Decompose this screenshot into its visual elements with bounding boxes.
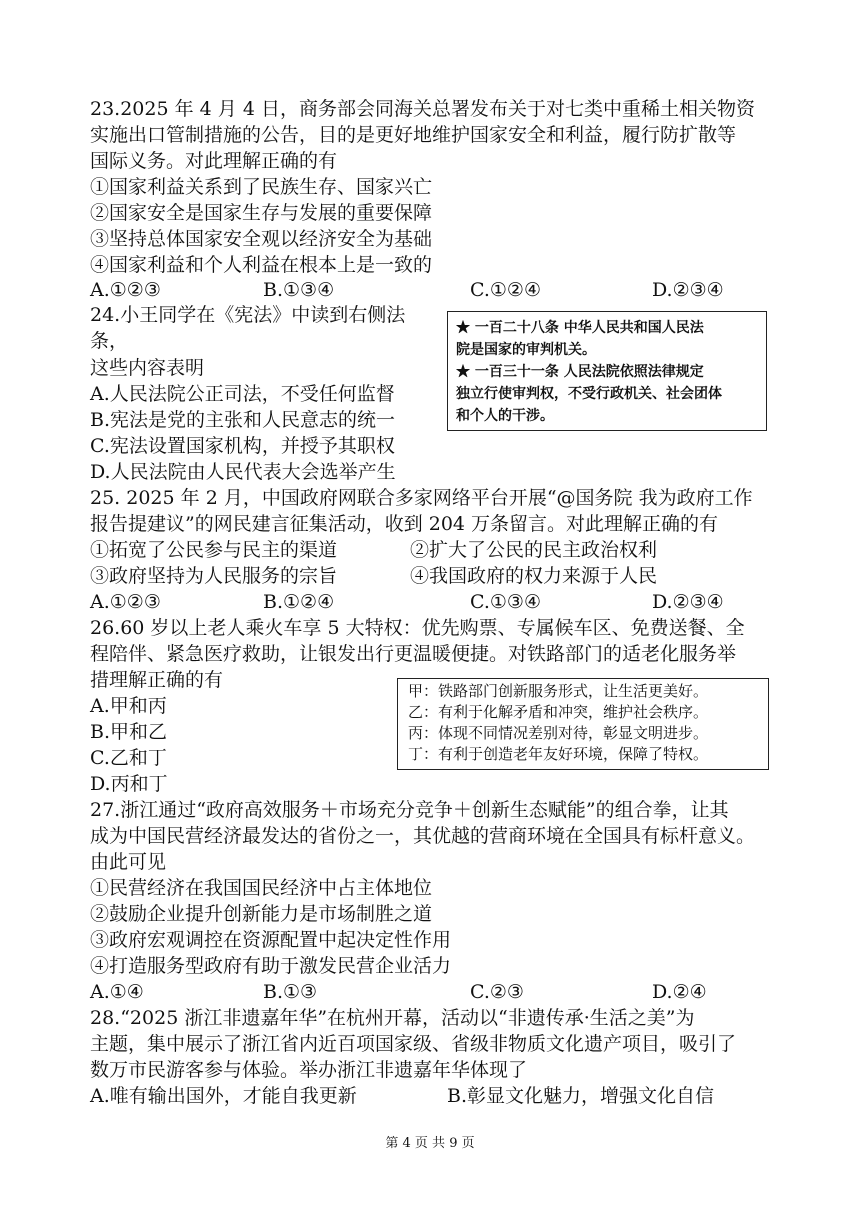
q28-stem-line-1: 28.“2025 浙江非遗嘉年华”在杭州开幕，活动以“非遗传承·生活之美”为 — [90, 1007, 695, 1029]
box2-line-2: 乙：有利于化解矛盾和冲突，维护社会秩序。 — [408, 703, 709, 721]
q27-item-3: ③政府宏观调控在资源配置中起决定性作用 — [90, 929, 452, 951]
q27-option-a: A.①④ — [90, 981, 144, 1003]
q27-option-b: B.①③ — [263, 981, 318, 1003]
q24-option-d: D.人民法院由人民代表大会选举产生 — [90, 461, 396, 483]
q25-item-2: ②扩大了公民的民主政治权利 — [410, 539, 658, 561]
q23-item-2: ②国家安全是国家生存与发展的重要保障 — [90, 202, 433, 224]
q25-option-a: A.①②③ — [90, 591, 161, 613]
q27-stem-line-3: 由此可见 — [90, 851, 167, 873]
statements-box — [397, 678, 769, 770]
q27-option-d: D.②④ — [652, 981, 707, 1003]
q27-item-2: ②鼓励企业提升创新能力是市场制胜之道 — [90, 903, 433, 925]
box1-line-5: 和个人的干涉。 — [456, 408, 554, 424]
box1-line-4: 独立行使审判权，不受行政机关、社会团体 — [456, 386, 722, 402]
q23-item-3: ③坚持总体国家安全观以经济安全为基础 — [90, 228, 433, 250]
q28-stem-line-3: 数万市民游客参与体验。举办浙江非遗嘉年华体现了 — [90, 1059, 528, 1081]
q27-item-1: ①民营经济在我国国民经济中占主体地位 — [90, 877, 433, 899]
q24-stem-line-1: 24.小王同学在《宪法》中读到右侧法 — [90, 304, 406, 326]
q25-item-3: ③政府坚持为人民服务的宗旨 — [90, 565, 338, 587]
q27-option-c: C.②③ — [470, 981, 524, 1003]
q23-item-4: ④国家利益和个人利益在根本上是一致的 — [90, 254, 433, 276]
q26-option-b: B.甲和乙 — [90, 721, 168, 743]
q23-option-d: D.②③④ — [652, 279, 724, 301]
q26-stem-line-3: 措理解正确的有 — [90, 669, 224, 691]
q26-option-a: A.甲和丙 — [90, 695, 167, 717]
q23-item-1: ①国家利益关系到了民族生存、国家兴亡 — [90, 176, 433, 198]
q24-option-c: C.宪法设置国家机构，并授予其职权 — [90, 435, 395, 457]
q26-option-c: C.乙和丁 — [90, 747, 167, 769]
box1-line-3: ★ 一百三十一条 人民法院依照法律规定 — [456, 364, 704, 380]
q23-stem-line-2: 实施出口管制措施的公告，目的是更好地维护国家安全和利益，履行防扩散等 — [90, 124, 737, 146]
q23-option-b: B.①③④ — [263, 279, 335, 301]
q25-item-1: ①拓宽了公民参与民主的渠道 — [90, 539, 338, 561]
box1-line-1: ★ 一百二十八条 中华人民共和国人民法 — [456, 320, 704, 336]
q28-stem-line-2: 主题，集中展示了浙江省内近百项国家级、省级非物质文化遗产项目，吸引了 — [90, 1033, 737, 1055]
q23-stem-line-3: 国际义务。对此理解正确的有 — [90, 150, 338, 172]
q25-option-c: C.①③④ — [470, 591, 541, 613]
box2-line-4: 丁：有利于创造老年友好环境，保障了特权。 — [408, 745, 709, 763]
q24-option-b: B.宪法是党的主张和人民意志的统一 — [90, 409, 396, 431]
q24-stem-line-3: 这些内容表明 — [90, 357, 205, 379]
box2-line-3: 丙：体现不同情况差别对待，彰显文明进步。 — [408, 724, 709, 742]
q25-stem-line-1: 25. 2025 年 2 月，中国政府网联合多家网络平台开展“@国务院 我为政府工作 — [90, 487, 753, 509]
box2-line-1: 甲：铁路部门创新服务形式，让生活更美好。 — [408, 682, 709, 700]
box1-line-2: 院是国家的审判机关。 — [456, 342, 596, 358]
q24-option-a: A.人民法院公正司法，不受任何监督 — [90, 383, 395, 405]
constitution-articles-box — [447, 311, 767, 431]
q27-stem-line-2: 成为中国民营经济最发达的省份之一，其优越的营商环境在全国具有标杆意义。 — [90, 825, 756, 847]
q28-option-a: A.唯有输出国外，才能自我更新 — [90, 1085, 357, 1107]
q28-option-b: B.彰显文化魅力，增强文化自信 — [447, 1085, 715, 1107]
q25-option-d: D.②③④ — [652, 591, 724, 613]
q25-item-4: ④我国政府的权力来源于人民 — [410, 565, 658, 587]
q26-stem-line-1: 26.60 岁以上老人乘火车享 5 大特权：优先购票、专属候车区、免费送餐、全 — [90, 617, 745, 639]
q25-option-b: B.①②④ — [263, 591, 335, 613]
q23-stem-line-1: 23.2025 年 4 月 4 日，商务部会同海关总署发布关于对七类中重稀土相关物资 — [90, 98, 755, 120]
page-footer: 第 4 页 共 9 页 — [385, 1136, 475, 1151]
q25-stem-line-2: 报告提建议”的网民建言征集活动，收到 204 万条留言。对此理解正确的有 — [90, 513, 719, 535]
q26-option-d: D.丙和丁 — [90, 773, 168, 795]
q23-option-c: C.①②④ — [470, 279, 541, 301]
q26-stem-line-2: 程陪伴、紧急医疗救助，让银发出行更温暖便捷。对铁路部门的适老化服务举 — [90, 643, 737, 665]
q24-stem-line-2: 条， — [90, 330, 129, 352]
q27-stem-line-1: 27.浙江通过“政府高效服务＋市场充分竞争＋创新生态赋能”的组合拳，让其 — [90, 799, 729, 821]
q27-item-4: ④打造服务型政府有助于激发民营企业活力 — [90, 955, 452, 977]
q23-option-a: A.①②③ — [90, 279, 161, 301]
